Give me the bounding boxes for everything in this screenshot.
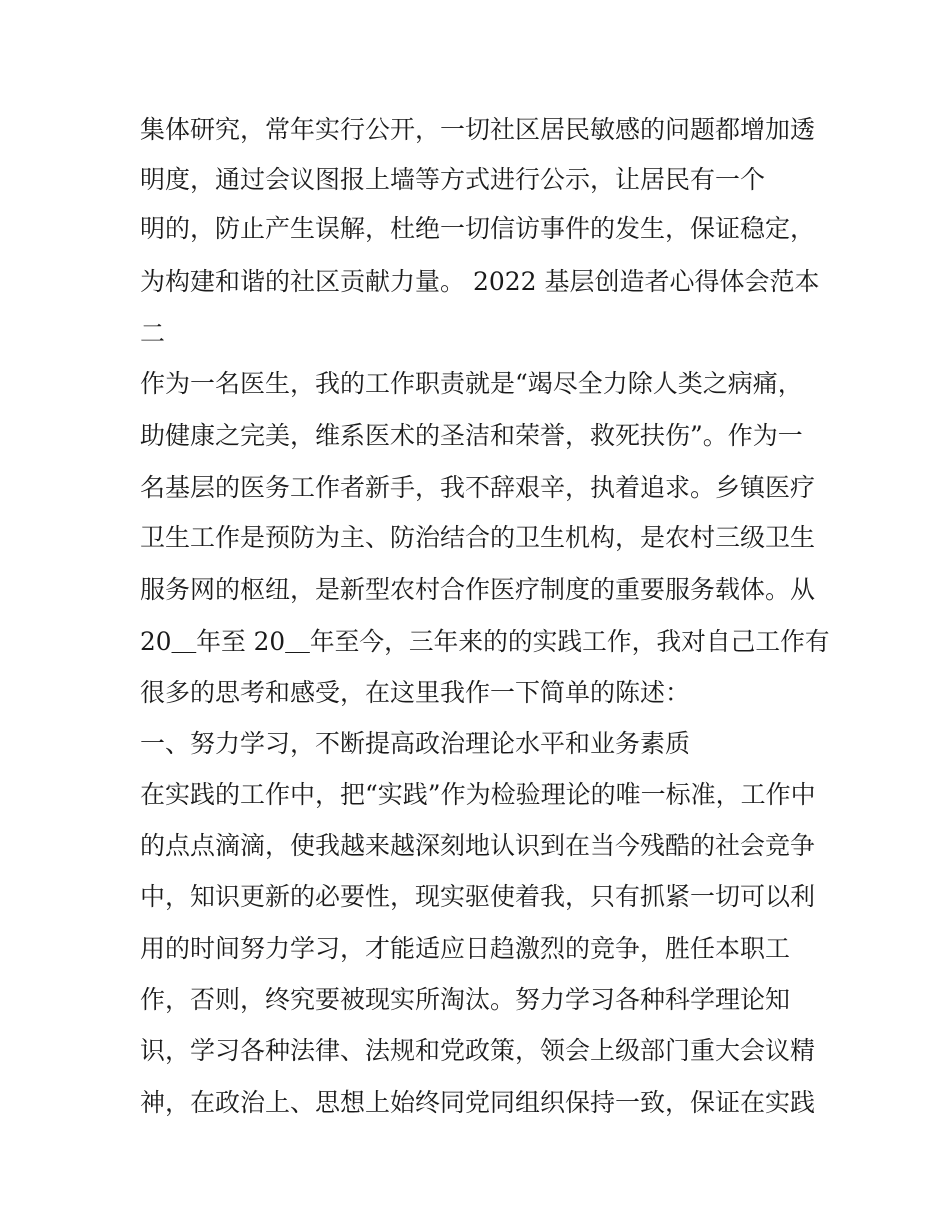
text-line: 作为一名医生，我的工作职责就是“竭尽全力除人类之病痛， — [140, 369, 803, 398]
text-line: 作，否则，终究要被现实所淘汰。努力学习各种科学理论知 — [140, 985, 791, 1014]
text-line: 明的，防止产生误解，杜绝一切信访事件的发生，保证稳定， — [140, 214, 816, 243]
text-line: 中，知识更新的必要性，现实驱使着我，只有抓紧一切可以利 — [140, 882, 816, 911]
text-line: 的点点滴滴，使我越来越深刻地认识到在当今残酷的社会竞争 — [140, 831, 816, 860]
section-heading: 一、努力学习，不断提高政治理论水平和业务素质 — [140, 729, 691, 758]
text-line: 20＿年至 20＿年至今，三年来的的实践工作，我对自己工作有 — [140, 627, 830, 656]
text-line: 二 — [140, 319, 166, 348]
text-line: 用的时间努力学习，才能适应日趋激烈的竞争，胜任本职工 — [140, 934, 791, 963]
text-line: 集体研究，常年实行公开，一切社区居民敏感的问题都增加透 — [140, 115, 816, 144]
text-line: 很多的思考和感受，在这里我作一下简单的陈述： — [140, 678, 691, 707]
text-line: 卫生工作是预防为主、防治结合的卫生机构，是农村三级卫生 — [140, 523, 816, 552]
text-line: 名基层的医务工作者新手，我不辞艰辛，执着追求。乡镇医疗 — [140, 473, 816, 502]
text-line: 明度，通过会议图报上墙等方式进行公示，让居民有一个 — [140, 165, 766, 194]
text-line: 助健康之完美，维系医术的圣洁和荣誉，救死扶伤”。作为一 — [140, 421, 803, 450]
text-line: 为构建和谐的社区贡献力量。 2022 基层创造者心得体会范本 — [140, 267, 820, 296]
text-line: 服务网的枢纽，是新型农村合作医疗制度的重要服务载体。从 — [140, 575, 816, 604]
text-line: 识，学习各种法律、法规和党政策，领会上级部门重大会议精 — [140, 1036, 816, 1065]
text-line: 在实践的工作中，把“实践”作为检验理论的唯一标准，工作中 — [140, 780, 816, 809]
text-line: 神，在政治上、思想上始终同党同组织保持一致，保证在实践 — [140, 1088, 816, 1117]
